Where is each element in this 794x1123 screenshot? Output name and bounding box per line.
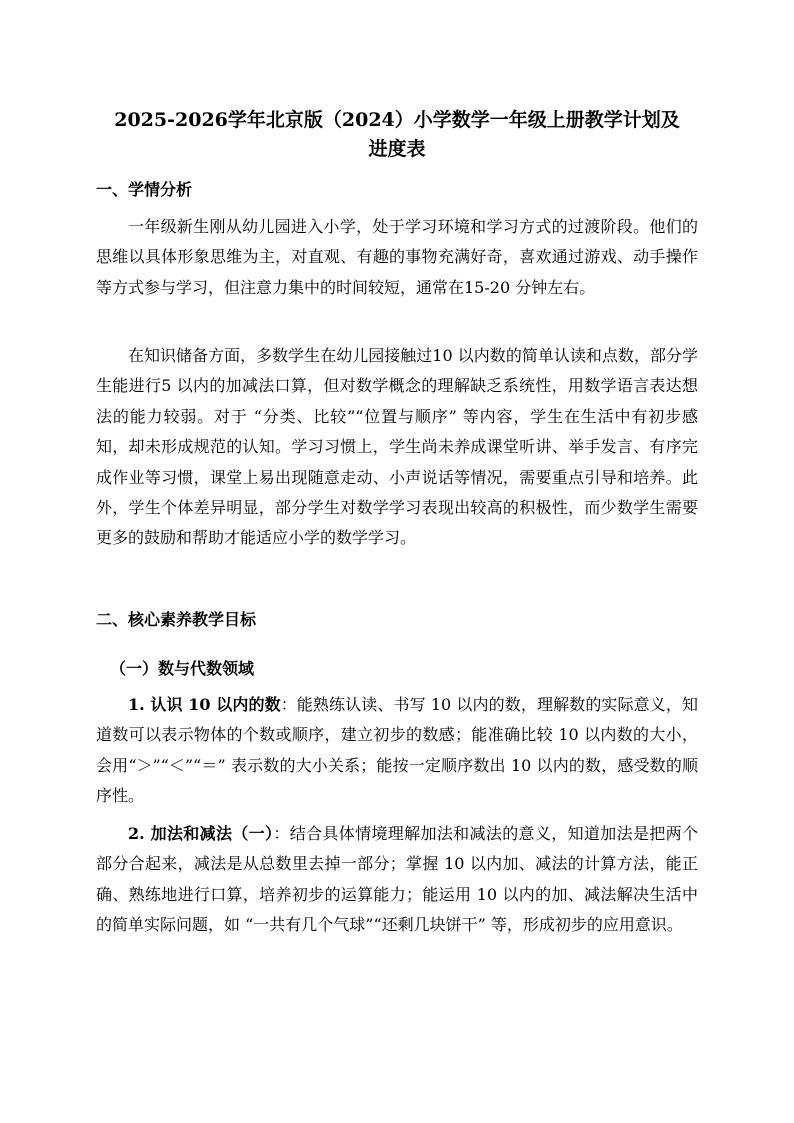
paragraph-learning-analysis-1: 一年级新生刚从幼儿园进入小学，处于学习环境和学习方式的过渡阶段。他们的思维以具体形象思维为主，对直观、有趣的事物充满好奇，喜欢通过游戏、动手操作等方式参与学习，但注意力集中的时间较短，通常在15-20 分钟左右。 <box>96 217 698 297</box>
document-title-line-2: 进度表 <box>368 138 426 160</box>
document-title <box>96 106 698 164</box>
paragraph-learning-analysis-2: 在知识储备方面，多数学生在幼儿园接触过10 以内数的简单认读和点数，部分学生能进行5 以内的加减法口算，但对数学概念的理解缺乏系统性，用数学语言表达想法的能力较弱。对于 “分类、比较”“位置与顺序” 等内容，学生在生活中有初步感知，却未形成规范的认知。学习习惯上，学生尚未养成课堂听讲、举手发言、有序完成作业等习惯，课堂上易出现随意走动、小声说话等情况，需要重点引导和培养。此外，学生个体差异明显，部分学生对数学学习表现出较高的积极性，而少数学生需要更多的鼓励和帮助才能适应小学的数学学习。 <box>96 346 698 548</box>
paragraph-goal-numbers-within-10 <box>96 690 698 812</box>
goal-item-1-text: ：能熟练认读、书写 10 以内的数，理解数的实际意义，知道数可以表示物体的个数或顺序，建立初步的数感；能准确比较 10 以内数的大小，会用“＞”“＜”“＝” 表示数的大小关系；能按一定顺序数出 10 以内的数，感受数的顺序性。 <box>96 695 698 806</box>
subsection-heading-numbers-algebra: （一）数与代数领域 <box>110 659 255 678</box>
document-title-line-1: 2025-2026学年北京版（2024）小学数学一年级上册教学计划及 <box>114 109 680 131</box>
goal-item-1-label: 1. 认识 10 以内的数 <box>128 695 281 714</box>
paragraph-goal-addition-subtraction <box>96 819 698 941</box>
goal-item-2-text: ：结合具体情境理解加法和减法的意义，知道加法是把两个部分合起来，减法是从总数里去掉一部分；掌握 10 以内加、减法的计算方法，能正确、熟练地进行口算，培养初步的运算能力；能运用 10 以内的加、减法解决生活中的简单实际问题，如 “一共有几个气球”“还剩几块饼干” 等，形成初步的应用意识。 <box>96 824 698 935</box>
section-heading-teaching-goals: 二、核心素养教学目标 <box>96 610 257 629</box>
goal-item-2-label: 2. 加法和减法（一） <box>128 824 274 843</box>
section-heading-learning-analysis: 一、学情分析 <box>96 180 193 199</box>
